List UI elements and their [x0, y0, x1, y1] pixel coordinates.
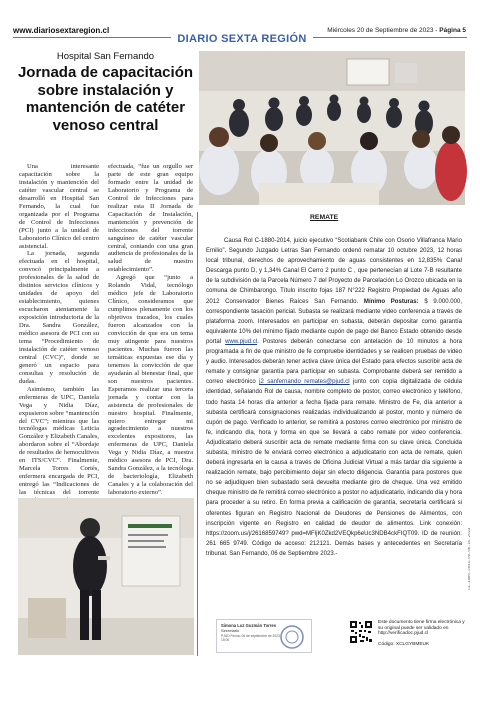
signer-name: Simona Luz Guzmán Torres: [221, 623, 277, 628]
issue-date-text: Miércoles 20 de Septiembre de 2023 -: [327, 27, 438, 34]
remate-text-a: Causa Rol C-1880-2014, juicio ejecutivo “Scotiabank Chile con Osorio Villafranca Mario Emilio”. Segundo Juzgado Letras San Fernando ordenó rematar 10 octubre 2023, 12 horas local tribunal, derechos de aprovechamiento de aguas consistentes en 12,835% Canal Descarga punto D, y 1,34% Canal El Cerro 2 punto C , que pertenecían al Lote 7-B resultante de la subdivisión de la Parcela Número 7 del Proyecto de Parcelación Lo Orozco ubicada en la comuna de Chimbarongo. Título inscrito fojas 187 N°222 Registro Propiedad de Aguas año 2012 Conservador Bienes Raíces San Fernando.: [206, 238, 462, 305]
issue-date: [327, 27, 466, 34]
remate-text-d: junto con copia digitalizada de cédula identidad, señalando Rol de causa, nombre completo de postor, correo electrónico y teléfono, todo hasta 14 horas día anterior a fecha fijada para remate. Ministro de Fe, día anterior a subasta certificará consignaciones realizadas individualizando al postor, monto y número de cupón de pago. Verificado lo anterior, se remitirá a postores correo electrónico por ministro de fe, indicando día, hora y forma en que se llevará a cabo remate por video conferencia. Adjudicatario deberá suscribir acta de remate mediante firma con su clave única. Concluida subasta, ministro de fe enviará correo electrónico a adjudicatario con acta de remate, quien deberá ingresarla en la causa a través de Oficina Judicial Virtual a más tardar día siguiente a realización remate, bajo percibimiento dejar sin efecto diligencia. Garantía para postores que no se adjudiquen bien subastado será devuelta mediante giro de cheque. Una vez emitido cheque ministro de fe remitirá correo electrónico a postor no adjudicatario, indicando día y hora para proceder a su retiro. En forma previa a calificación de garantía, secretaría certificará si oferentes figuran en Registro Nacional de Deudores de Pensiones de Alimentos, con inscripción vigente en Registro en calidad de deudor de alimentos. Link conexión: https://zoom.us/j/2616859749? pwd=MFljK0Zkd2VEQkp6eUc3NDB4ckFIQT09. ID de reunión: 261 665 9749. Código de acceso: 212121. Demás bases y antecedentes en Secretaría tribunal. San Fernando, 06 de Septiembre 2023.-: [206, 379, 462, 557]
column-divider: [197, 212, 198, 656]
article-kicker: Hospital San Fernando: [56, 51, 155, 62]
article-column-2: [108, 163, 193, 505]
signature-box: [216, 619, 312, 653]
verification-qr-code: [349, 620, 373, 644]
header-rule-left: [13, 37, 171, 38]
remate-text-b: $ 9.000.000, correspondiente tasación pericial. Subasta se realizará mediante video conferencia a través de plataforma zoom. Interesados en participar en subasta, deberán depositar como garantía equivalente 10% del mínimo fijado mediante cupón de pago del Banco Estado obtenido desde portal: [206, 298, 463, 345]
verification-code: Código: XCLGYBMEUK: [378, 642, 430, 647]
paragraph: La jornada, segunda efectuada en el hospital, convocó principalmente a profesionales de la salud de distintos servicios clínicos y unidades de apoyo del establecimiento, quienes escucharon atentamente la exposición introductoria de la Dra. Sandra González, médico asesora de PCI con su tema “Procedimiento de instalación de catéter venoso central (CVC)”, donde se generó un espacio para consultas y resolución de dudas.: [19, 250, 99, 385]
speaker-illustration: [18, 498, 194, 655]
court-seal-icon: [279, 624, 305, 650]
page-number: Página 5: [439, 27, 466, 34]
remate-text-c: . Postores deberán conectarse con antelación de 10 minutos a hora programada a fin de que ministro de fe compruebe identidades y se realicen pruebas de video y audio. Interesados deberán tener activa clave única del Estado para efectos suscribir acta de remate y consignar garantía para participar en subasta. Comprobante deberá ser remitido a correo electrónico: [206, 338, 462, 386]
paragraph: Una interesante capacitación sobre la instalación y mantención del catéter vascular central se desarrolló en Hospital San Fernando, la cual fue organizada por el Programa de Control de Infecciones (PCI) junto a la unidad de Laboratorio Clínico del centro asistencial.: [19, 163, 99, 250]
remate-body: [206, 236, 462, 596]
article-column-1: [19, 163, 99, 505]
pjud-portal-link[interactable]: www.pjud.cl: [225, 338, 258, 345]
remates-email-link[interactable]: j2_sanfernando_remates@pjud.cl: [259, 379, 350, 386]
verification-text: Este documento tiene firma electrónica y su original puede ser validado en http://verificadoc.pjud.cl: [378, 620, 465, 637]
paragraph: Agregó que “junto a Rolando Vidal, tecnólogo médico jefe de Laboratorio Clínico, consideramos que cumplimos plenamente con los objetivos trazados, los cuales fueron alcanzados con la convicción de que era un tema muy atingente para nuestros pacientes. Muchas fueron las temáticas expuestas ese día y tenemos la convicción de que ayudarán al bienestar final, que son nuestros pacientes. Esperamos realizar una tercera jornada y contar con la asistencia de profesionales de nuestro hospital. Finalmente, quiero entregar mi agradecimiento a nuestros excelentes expositores, las enfermeras de UPC, Daniela Vega y Nidia Díaz, a nuestra médico asesora de PCI, Dra. Sandra González, a la tecnóloga de bacteriología, Elizabeth Canales y a la colaboración del laboratorio externo”.: [108, 274, 193, 497]
paragraph: Asimismo, también las enfermeras de UPC, Daniela Vega y Nidia Díaz, expusieron sobre “mantención del CVC”; mientras que las tecnólogas médicas Leticia González y Elizabeth Canales, abordaron sobre el “Abordaje de resultados de hemocultivos en ITS/CVC”. Finalmente, Marcela Torres Cortés, enfermera encargada de PCI, entregó las “Indicaciones de las técnicas del torrente: [19, 385, 99, 497]
paragraph: efectuada, “fue un orgullo ser parte de este gran equipo formado entre la unidad de Laboratorio y Programa de Control de Infecciones para realizar esta II Jornada de Capacitación de Instalación, mantención y prevención de infecciones del torrente sanguíneo de catéter vascular central, contando con una gran audiencia de profesionales de la salud de nuestro establecimiento”.: [108, 163, 193, 274]
newspaper-name: DIARIO SEXTA REGIÓN: [177, 33, 307, 45]
site-url: www.diariosextaregion.cl: [13, 26, 110, 35]
minimum-bid-label: Mínimo Posturas:: [363, 298, 419, 305]
remate-title: REMATE: [310, 214, 339, 221]
signer-role: Secretario: [221, 628, 240, 633]
training-session-illustration: [199, 51, 465, 205]
speaker-photo: [18, 498, 194, 655]
training-session-photo: [199, 51, 465, 205]
header-rule-right: [313, 37, 467, 38]
article-headline: Jornada de capacitación sobre instalación y mantención de catéter venoso central: [17, 64, 194, 134]
side-document-code: C1-1880-2014-09-06-15 2023: [468, 527, 472, 590]
signature-date: PJUD Fecha: 06 de septiembre de 2023 15:00: [221, 634, 280, 642]
remate-paragraph: [206, 236, 462, 559]
